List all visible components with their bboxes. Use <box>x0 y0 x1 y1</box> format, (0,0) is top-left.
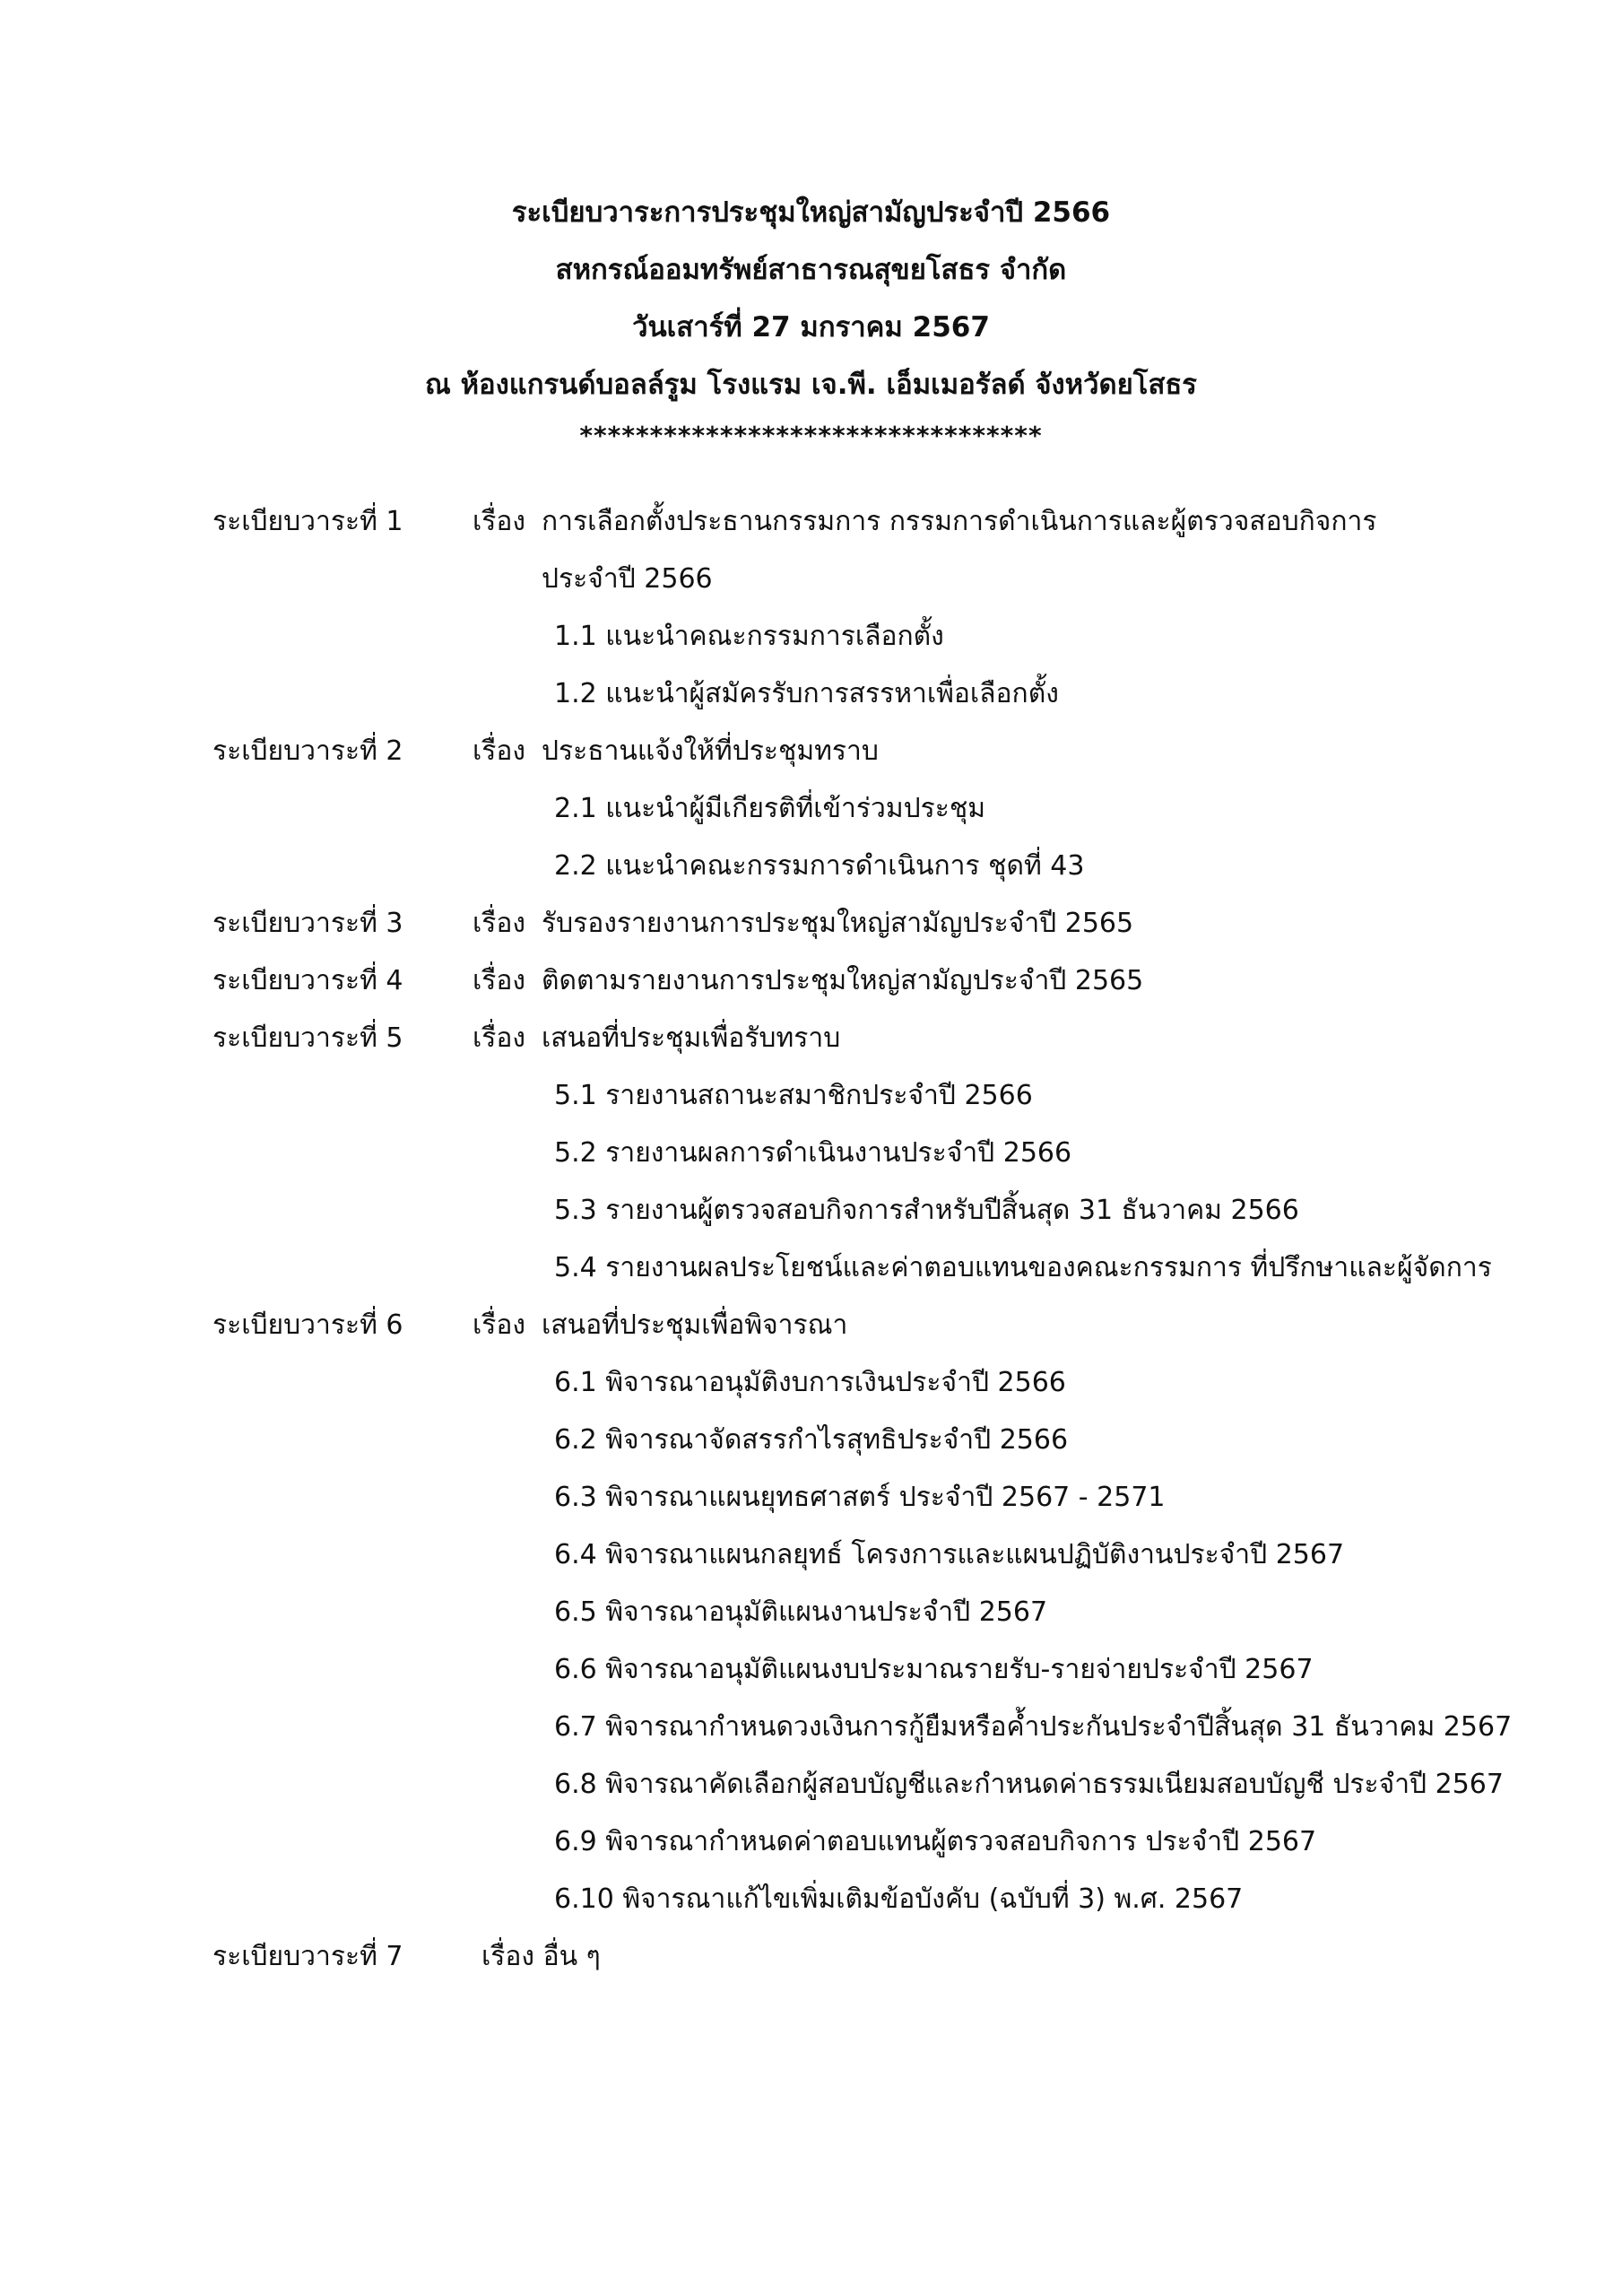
sub-item <box>0 665 1622 723</box>
agenda-word: เรื่อง <box>481 1941 535 1972</box>
agenda-title: การเลือกตั้งประธานกรรมการ กรรมการดำเนินการและผู้ตรวจสอบกิจการ <box>542 506 1377 537</box>
agenda-title: ติดตามรายงานการประชุมใหญ่สามัญประจำปี 2565 <box>542 965 1144 996</box>
agenda-title: เสนอที่ประชุมเพื่อพิจารณา <box>542 1309 848 1341</box>
sub-item <box>0 1239 1622 1297</box>
sub-item <box>0 1871 1622 1928</box>
agenda-word-with-title <box>481 1928 601 1986</box>
sub-item-text: 6.5 พิจารณาอนุมัติแผนงานประจำปี 2567 <box>554 1596 1048 1628</box>
sub-item-text: 5.4 รายงานผลประโยชน์และค่าตอบแทนของคณะกรรมการ ที่ปรึกษาและผู้จัดการ <box>554 1252 1492 1283</box>
sub-item-text: 6.6 พิจารณาอนุมัติแผนงบประมาณรายรับ-รายจ่ายประจำปี 2567 <box>554 1654 1314 1685</box>
agenda-item-1 <box>0 493 1622 551</box>
agenda-label: ระเบียบวาระที่ 2 <box>213 735 403 767</box>
agenda-word: เรื่อง <box>473 965 526 996</box>
agenda-item-5 <box>0 1010 1622 1067</box>
sub-item-text: 6.7 พิจารณากำหนดวงเงินการกู้ยืมหรือค้ำประกันประจำปีสิ้นสุด 31 ธันวาคม 2567 <box>554 1711 1513 1743</box>
sub-item <box>0 1813 1622 1871</box>
sub-item-text: 6.8 พิจารณาคัดเลือกผู้สอบบัญชีและกำหนดค่าธรรมเนียมสอบบัญชี ประจำปี 2567 <box>554 1769 1504 1800</box>
agenda-title: ประธานแจ้งให้ที่ประชุมทราบ <box>542 735 879 767</box>
sub-item-text: 6.9 พิจารณากำหนดค่าตอบแทนผู้ตรวจสอบกิจการ ประจำปี 2567 <box>554 1826 1317 1857</box>
agenda-item-6 <box>0 1297 1622 1354</box>
agenda-label: ระเบียบวาระที่ 4 <box>213 965 403 996</box>
agenda-label: ระเบียบวาระที่ 6 <box>213 1309 403 1341</box>
sub-item <box>0 780 1622 838</box>
sub-item-text: 1.2 แนะนำผู้สมัครรับการสรรหาเพื่อเลือกตั้ง <box>554 678 1059 709</box>
sub-item <box>0 1469 1622 1526</box>
agenda-item-2 <box>0 723 1622 780</box>
agenda-label: ระเบียบวาระที่ 1 <box>213 506 403 537</box>
agenda-item-4 <box>0 952 1622 1010</box>
sub-item <box>0 1412 1622 1469</box>
agenda-title: อื่น ๆ <box>542 1941 601 1972</box>
agenda-list <box>0 493 1622 1986</box>
header-title: ระเบียบวาระการประชุมใหญ่สามัญประจำปี 2566 <box>511 196 1111 229</box>
sub-item <box>0 838 1622 895</box>
sub-item-text: 2.2 แนะนำคณะกรรมการดำเนินการ ชุดที่ 43 <box>554 850 1085 882</box>
sub-item <box>0 1641 1622 1699</box>
agenda-label: ระเบียบวาระที่ 7 <box>213 1941 403 1972</box>
agenda-item-1-continuation <box>0 551 1622 608</box>
sub-item-text: 6.4 พิจารณาแผนกลยุทธ์ โครงการและแผนปฏิบัติงานประจำปี 2567 <box>554 1539 1345 1570</box>
sub-item-text: 2.1 แนะนำผู้มีเกียรติที่เข้าร่วมประชุม <box>554 793 986 824</box>
sub-item-text: 6.1 พิจารณาอนุมัติงบการเงินประจำปี 2566 <box>554 1367 1066 1398</box>
agenda-word: เรื่อง <box>473 908 526 939</box>
sub-item <box>0 1354 1622 1412</box>
sub-item <box>0 1526 1622 1584</box>
agenda-word: เรื่อง <box>473 506 526 537</box>
sub-item-text: 6.10 พิจารณาแก้ไขเพิ่มเติมข้อบังคับ (ฉบับที่ 3) พ.ศ. 2567 <box>554 1883 1244 1915</box>
agenda-title-continuation: ประจำปี 2566 <box>542 563 713 595</box>
sub-item <box>0 1067 1622 1125</box>
sub-item <box>0 1756 1622 1813</box>
document-header <box>0 184 1622 458</box>
header-organization: สหกรณ์ออมทรัพย์สาธารณสุขยโสธร จำกัด <box>555 254 1067 286</box>
sub-item <box>0 1182 1622 1239</box>
header-date: วันเสาร์ที่ 27 มกราคม 2567 <box>632 311 990 344</box>
agenda-word: เรื่อง <box>473 735 526 767</box>
sub-item-text: 5.3 รายงานผู้ตรวจสอบกิจการสำหรับปีสิ้นสุด 31 ธันวาคม 2566 <box>554 1195 1299 1226</box>
sub-item-text: 6.2 พิจารณาจัดสรรกำไรสุทธิประจำปี 2566 <box>554 1424 1069 1456</box>
sub-item-text: 1.1 แนะนำคณะกรรมการเลือกตั้ง <box>554 621 944 652</box>
agenda-item-3 <box>0 895 1622 952</box>
header-separator: ********************************* <box>579 421 1043 450</box>
sub-item-text: 6.3 พิจารณาแผนยุทธศาสตร์ ประจำปี 2567 - 2571 <box>554 1482 1166 1513</box>
sub-item-text: 5.2 รายงานผลการดำเนินงานประจำปี 2566 <box>554 1137 1072 1169</box>
agenda-title: รับรองรายงานการประชุมใหญ่สามัญประจำปี 2565 <box>542 908 1134 939</box>
sub-item <box>0 608 1622 665</box>
sub-item <box>0 1584 1622 1641</box>
sub-item <box>0 1699 1622 1756</box>
agenda-item-7 <box>0 1928 1622 1986</box>
header-venue: ณ ห้องแกรนด์บอลล์รูม โรงแรม เจ.พี. เอ็มเมอรัลด์ จังหวัดยโสธร <box>425 369 1197 401</box>
agenda-word: เรื่อง <box>473 1022 526 1054</box>
agenda-title: เสนอที่ประชุมเพื่อรับทราบ <box>542 1022 841 1054</box>
agenda-label: ระเบียบวาระที่ 3 <box>213 908 403 939</box>
agenda-label: ระเบียบวาระที่ 5 <box>213 1022 403 1054</box>
sub-item <box>0 1125 1622 1182</box>
sub-item-text: 5.1 รายงานสถานะสมาชิกประจำปี 2566 <box>554 1080 1033 1111</box>
agenda-word: เรื่อง <box>473 1309 526 1341</box>
